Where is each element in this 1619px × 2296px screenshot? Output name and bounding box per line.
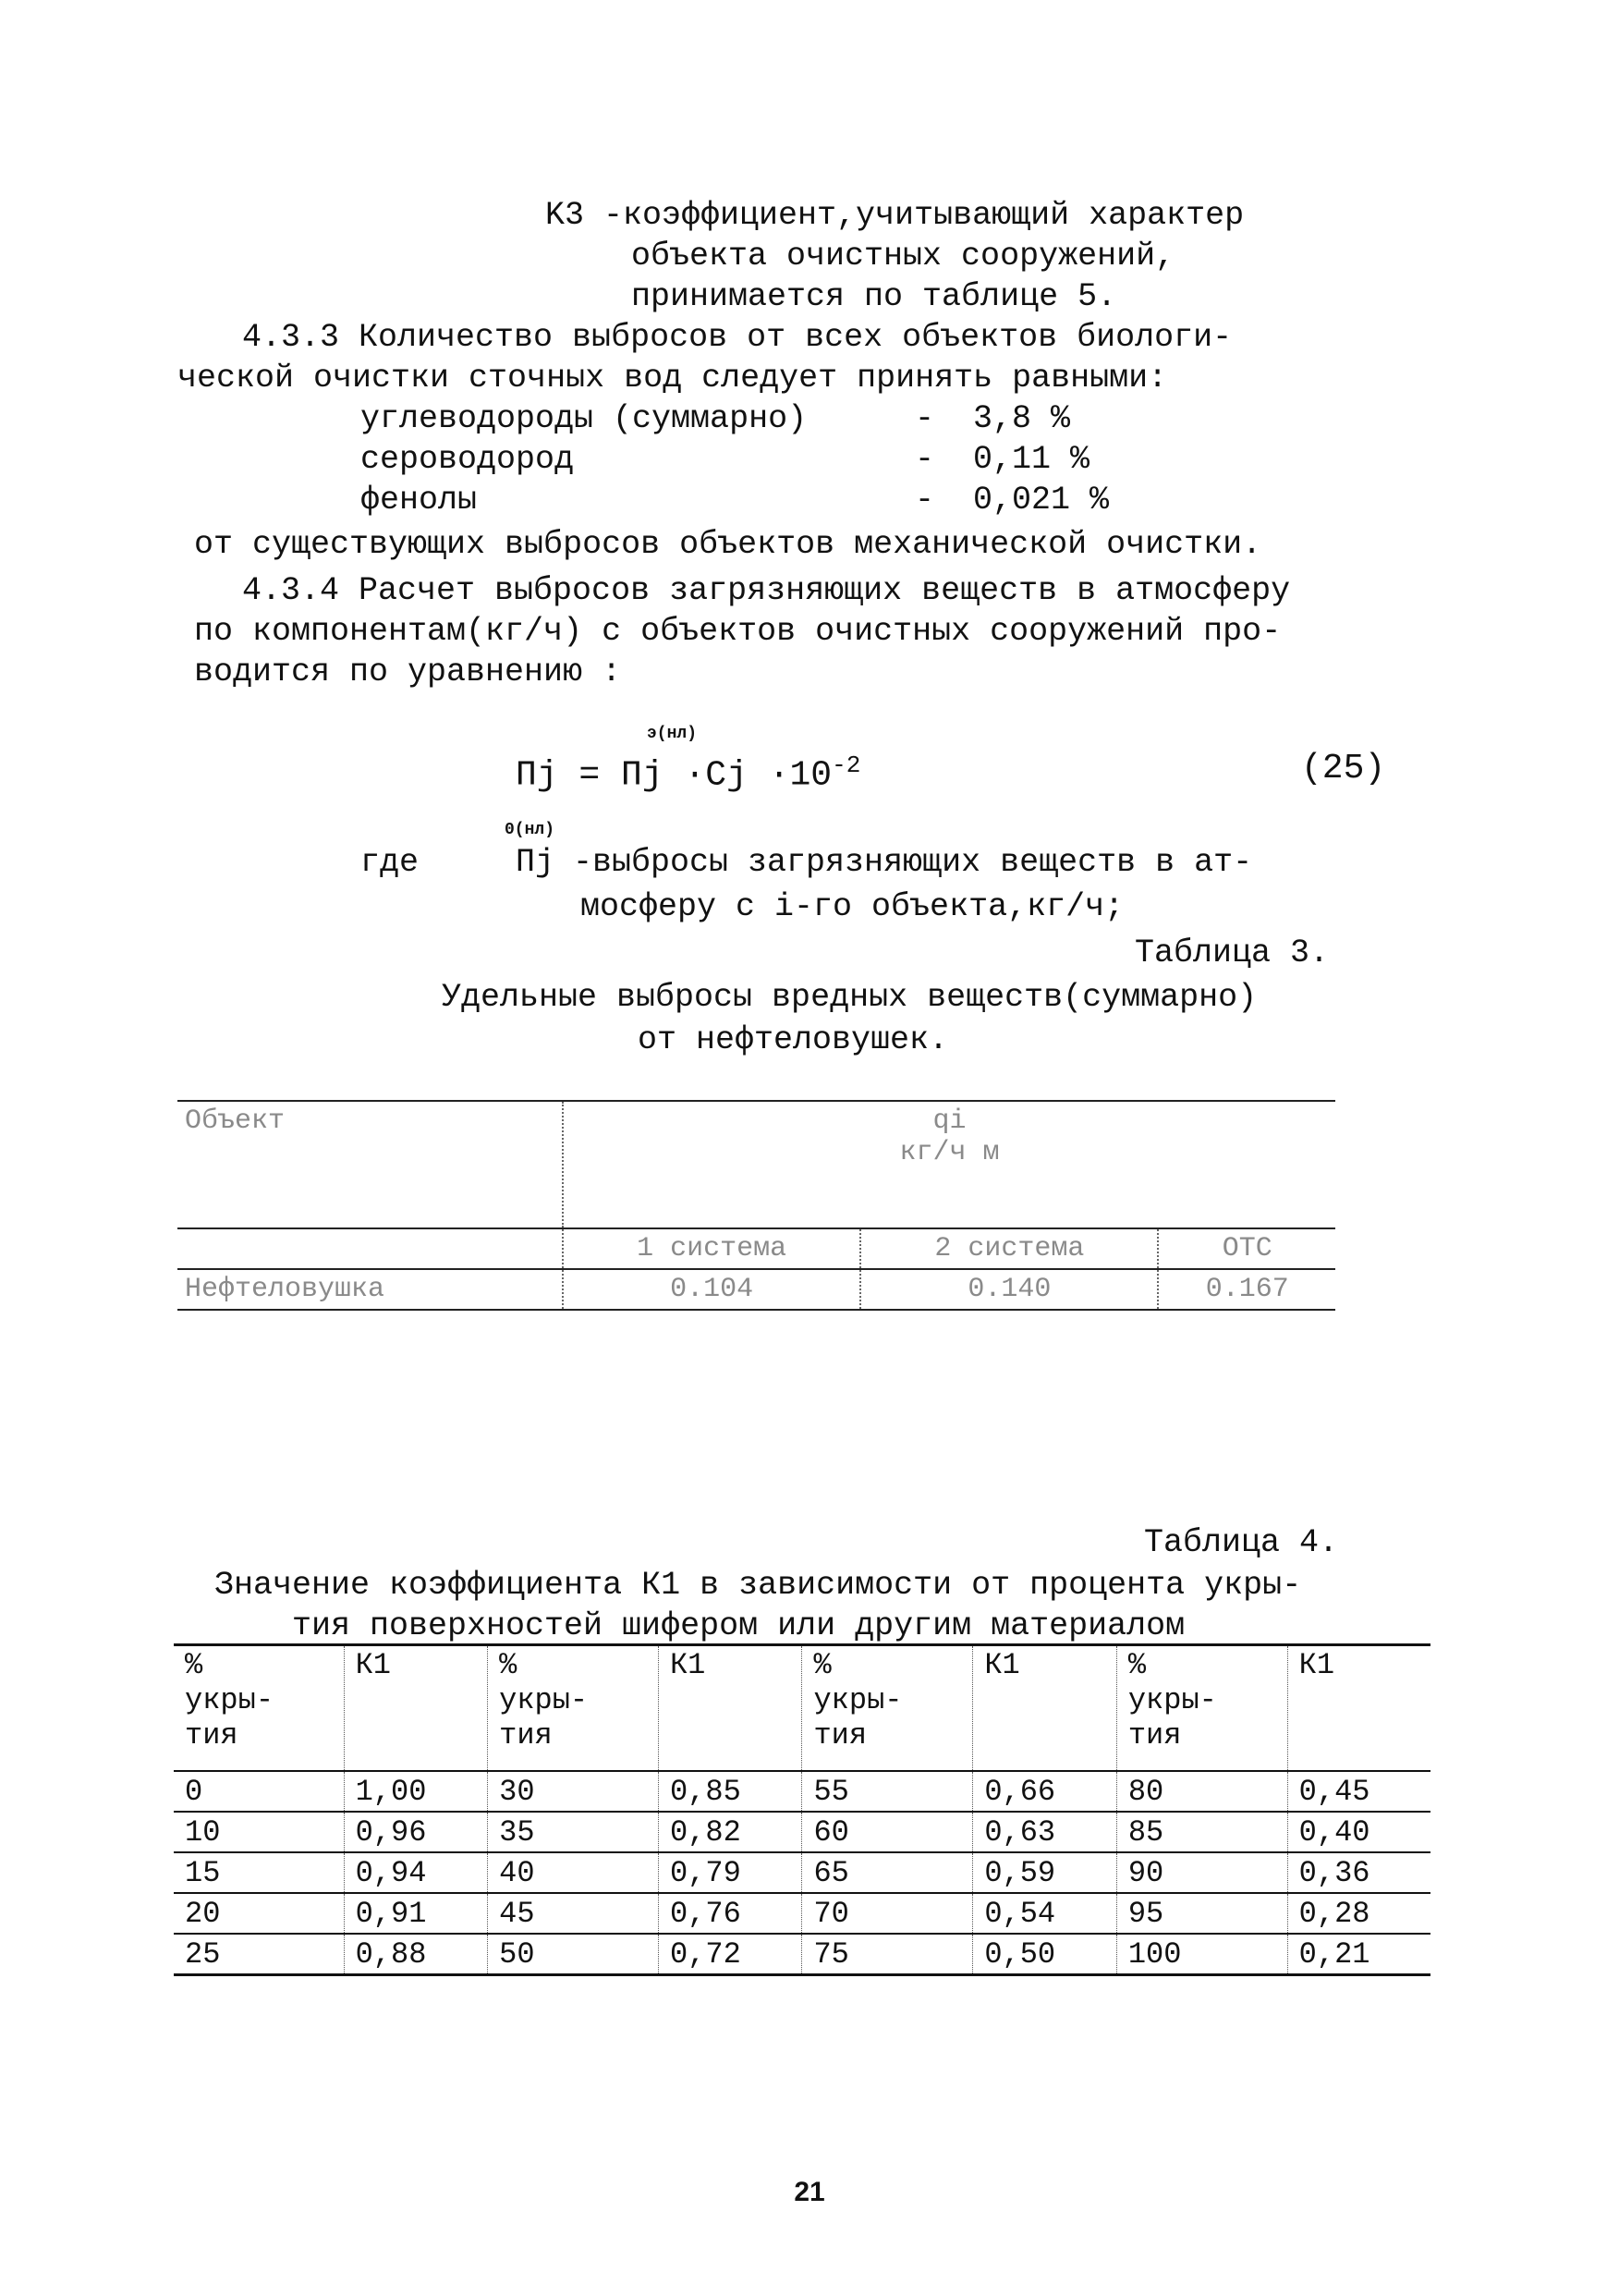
table-row <box>174 1812 1430 1852</box>
emission-item-value: - 0,11 % <box>915 441 1090 478</box>
table3-cell: 0.140 <box>860 1269 1158 1310</box>
formula-superscript: э(нл) <box>647 725 698 743</box>
emission-item-name: сероводород <box>360 441 575 478</box>
table4-cell-k1: 0,96 <box>344 1812 488 1852</box>
table4-cell-k1: 1,00 <box>344 1771 488 1812</box>
emission-item-value: - 0,021 % <box>915 482 1110 519</box>
table3-cell-object: Нефтеловушка <box>177 1269 563 1310</box>
table4-header-percent: % укры- тия <box>1116 1645 1287 1772</box>
table3-cell: 0.104 <box>563 1269 860 1310</box>
table4-cell-percent: 70 <box>802 1893 973 1934</box>
emission-item-value: - 3,8 % <box>915 400 1071 437</box>
table-row <box>174 1893 1430 1934</box>
table4-cell-percent: 85 <box>1116 1812 1287 1852</box>
table4-cell-percent: 30 <box>488 1771 659 1812</box>
table4-label: Таблица 4. <box>1144 1524 1339 1561</box>
table4-cell-percent: 55 <box>802 1771 973 1812</box>
table3 <box>177 1100 1335 1311</box>
formula-number: (25) <box>1301 749 1386 788</box>
table4-header-k1: К1 <box>344 1645 488 1772</box>
table4-cell-k1: 0,94 <box>344 1852 488 1893</box>
table-row <box>174 1934 1430 1975</box>
table-row <box>174 1852 1430 1893</box>
where-text-line1: -выбросы загрязняющих веществ в ат- <box>573 844 1253 881</box>
section-4-3-4-line3: водится по уравнению : <box>194 653 622 690</box>
table4-cell-k1: 0,66 <box>973 1771 1117 1812</box>
table3-header-object: Объект <box>177 1101 563 1228</box>
table4-header-k1: К1 <box>973 1645 1117 1772</box>
section-4-3-4-line1: 4.3.4 Расчет выбросов загрязняющих веществ в атмосферу <box>242 572 1291 609</box>
table4-title-line1: Значение коэффициента К1 в зависимости от процента укры- <box>214 1567 1302 1604</box>
table4-cell-percent: 60 <box>802 1812 973 1852</box>
table3-label: Таблица 3. <box>1135 934 1330 971</box>
section-4-3-3-line3: от существующих выбросов объектов механической очистки. <box>194 526 1262 563</box>
section-4-3-4-line2: по компонентам(кг/ч) с объектов очистных сооружений про- <box>194 613 1282 650</box>
table4-cell-percent: 40 <box>488 1852 659 1893</box>
table4-cell-percent: 45 <box>488 1893 659 1934</box>
table4-cell-percent: 100 <box>1116 1934 1287 1975</box>
formula <box>516 745 860 797</box>
section-4-3-3-line2: ческой очистки сточных вод следует принять равными: <box>177 360 1168 397</box>
table4-cell-percent: 20 <box>174 1893 344 1934</box>
table3-subheader: 2 система <box>860 1228 1158 1269</box>
table4-header-percent: % укры- тия <box>802 1645 973 1772</box>
table4-header-k1: К1 <box>658 1645 802 1772</box>
k3-definition-line1: K3 -коэффициент,учитывающий характер <box>545 197 1245 234</box>
table4-cell-k1: 0,59 <box>973 1852 1117 1893</box>
table4-cell-percent: 65 <box>802 1852 973 1893</box>
table4-title-line2: тия поверхностей шифером или другим материалом <box>292 1607 1186 1644</box>
table4-cell-k1: 0,63 <box>973 1812 1117 1852</box>
where-symbol: Пj <box>516 844 555 881</box>
section-4-3-3-line1: 4.3.3 Количество выбросов от всех объектов биологи- <box>242 319 1233 356</box>
formula-rhs-power: ·10 <box>768 755 833 796</box>
table4-cell-k1: 0,88 <box>344 1934 488 1975</box>
table4-cell-percent: 80 <box>1116 1771 1287 1812</box>
table3-subheader-empty <box>177 1228 563 1269</box>
formula-exponent: -2 <box>832 751 861 779</box>
table4-cell-k1: 0,79 <box>658 1852 802 1893</box>
emission-item-name: углеводороды (суммарно) <box>360 400 808 437</box>
table4-cell-k1: 0,40 <box>1287 1812 1430 1852</box>
page-number: 21 <box>794 2177 825 2207</box>
where-text-line2: мосферу с i-го объекта,кг/ч; <box>580 888 1125 925</box>
table4-header-k1: К1 <box>1287 1645 1430 1772</box>
formula-eq: = <box>578 755 601 796</box>
table4-cell-k1: 0,28 <box>1287 1893 1430 1934</box>
table3-title-line1: Удельные выбросы вредных веществ(суммарно) <box>442 979 1258 1016</box>
table3-header-q-symbol: qi <box>932 1105 967 1137</box>
emission-item-name: фенолы <box>360 482 478 519</box>
table4-cell-k1: 0,45 <box>1287 1771 1430 1812</box>
table4-cell-k1: 0,72 <box>658 1934 802 1975</box>
table4-cell-percent: 10 <box>174 1812 344 1852</box>
table4-cell-percent: 75 <box>802 1934 973 1975</box>
table4-cell-k1: 0,50 <box>973 1934 1117 1975</box>
formula-lhs: Пj <box>516 755 558 796</box>
table3-header-q-units: кг/ч м <box>899 1137 1000 1168</box>
table4-cell-k1: 0,54 <box>973 1893 1117 1934</box>
table4-cell-k1: 0,82 <box>658 1812 802 1852</box>
table4-cell-k1: 0,76 <box>658 1893 802 1934</box>
table4-cell-percent: 15 <box>174 1852 344 1893</box>
formula-rhs-coefficient: ·Cj <box>684 755 748 796</box>
where-superscript: 0(нл) <box>505 821 555 839</box>
where-label: где <box>360 844 420 881</box>
table4-cell-k1: 0,36 <box>1287 1852 1430 1893</box>
table4-cell-percent: 0 <box>174 1771 344 1812</box>
table4-header-percent: % укры- тия <box>174 1645 344 1772</box>
table4-cell-percent: 50 <box>488 1934 659 1975</box>
table4-cell-percent: 95 <box>1116 1893 1287 1934</box>
table4-cell-percent: 35 <box>488 1812 659 1852</box>
table-row <box>174 1771 1430 1812</box>
table4-cell-k1: 0,91 <box>344 1893 488 1934</box>
table3-subheader: 1 система <box>563 1228 860 1269</box>
table4-cell-percent: 90 <box>1116 1852 1287 1893</box>
table4-cell-k1: 0,21 <box>1287 1934 1430 1975</box>
table3-subheader: ОТС <box>1158 1228 1335 1269</box>
k3-definition-line2: объекта очистных сооружений, <box>631 238 1175 275</box>
table3-header-q <box>563 1101 1335 1228</box>
k3-definition-line3: принимается по таблице 5. <box>631 278 1117 315</box>
table3-title-line2: от нефтеловушек. <box>638 1021 949 1058</box>
table4-header-percent: % укры- тия <box>488 1645 659 1772</box>
table3-cell: 0.167 <box>1158 1269 1335 1310</box>
table4-cell-percent: 25 <box>174 1934 344 1975</box>
table4 <box>174 1643 1430 1976</box>
table4-cell-k1: 0,85 <box>658 1771 802 1812</box>
formula-rhs-term: Пj <box>621 755 663 796</box>
